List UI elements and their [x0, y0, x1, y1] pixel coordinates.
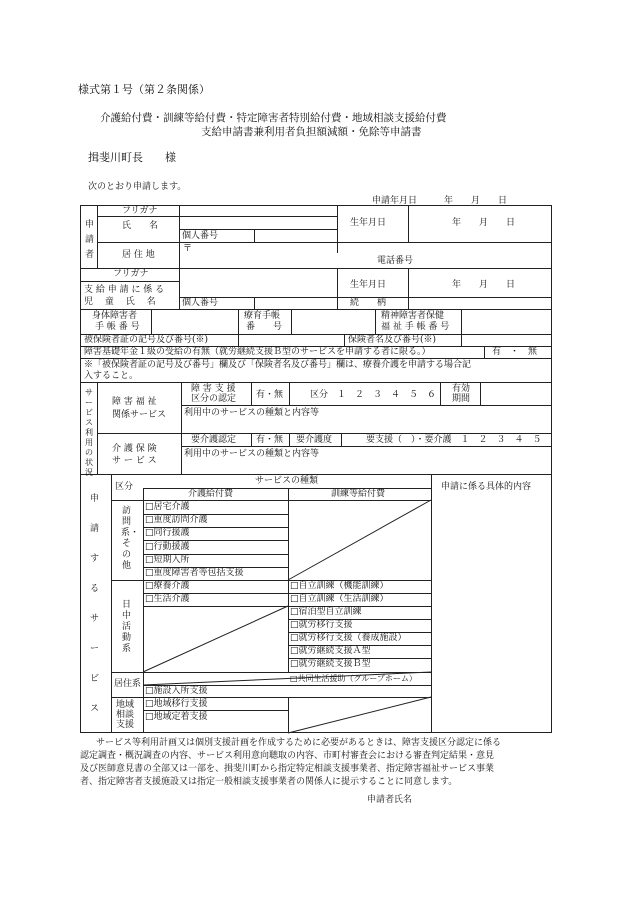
care-level-options: 要支援（ ）・要介護 １ ２ ３ ４ ５	[366, 435, 542, 445]
insured-number-label: 被保険者証の記号及び番号(※)	[84, 335, 209, 345]
ryoiku-handbook-label-line1: 療育手帳	[244, 311, 281, 321]
applicant-name-label: 氏 名	[122, 221, 159, 231]
intro-text: 次のとおり申請します。	[88, 182, 187, 192]
day-training-item-7[interactable]: □就労継続支援Ｂ型	[290, 659, 371, 669]
valid-period-label-line2: 期間	[452, 394, 471, 404]
consent-line1: サービス等利用計画又は個別支援計画を作成するために必要があるときは、障害支援区分認定に係る	[96, 738, 502, 748]
day-training-item-2[interactable]: □自立訓練（生活訓練）	[290, 594, 389, 604]
welfare-services-in-use-label: 利用中のサービスの種類と内容等	[184, 408, 320, 418]
care-certification-label: 要介護認定	[191, 435, 237, 445]
child-dob-label: 生年月日	[350, 280, 387, 290]
physical-handbook-label-line2: 手 帳 番 号	[95, 322, 140, 332]
care-benefits-header: 介護給付費	[188, 489, 234, 499]
mental-handbook-label-line1: 精神障害者保健	[381, 311, 445, 321]
application-date: 申請年月日 年 月 日	[372, 196, 508, 206]
child-personal-number-label: 個人番号	[182, 298, 219, 308]
note-line1: ※「被保険者証の記号及び番号」欄及び「保険者名及び番号」欄は、療養介護を申請する場合記	[84, 360, 472, 370]
postal-mark: 〒	[183, 244, 193, 254]
category-residence: 居住系	[114, 679, 142, 689]
valid-period-label-line1: 有効	[452, 384, 471, 394]
visit-item-5[interactable]: □短期入所	[145, 555, 190, 565]
visit-item-3[interactable]: □同行援護	[145, 528, 190, 538]
community-item-2[interactable]: □地域定着支援	[145, 712, 208, 722]
services-section-label: 申請するサービス	[89, 494, 99, 714]
applicant-dob-value: 年 月 日	[452, 218, 516, 228]
support-class-label-line1: 障 害 支 援	[191, 384, 236, 394]
support-class-label-line2: 区分の認定	[191, 394, 237, 404]
kubun-header: 区分	[115, 482, 134, 492]
support-class-yes-no: 有・無	[256, 390, 284, 400]
visit-item-1[interactable]: □居宅介護	[145, 502, 190, 512]
addressee: 揖斐川町長 様	[88, 151, 176, 164]
category-visit: 訪問系・その他	[121, 506, 140, 571]
child-dob-value: 年 月 日	[452, 280, 516, 290]
category-day-activity: 日中活動系	[121, 600, 131, 654]
welfare-service-label-line2: 関係サービス	[112, 410, 167, 420]
applicant-personal-number-label: 個人番号	[182, 231, 219, 241]
care-level-label: 要介護度	[296, 435, 333, 445]
consent-line4: 者、指定障害者支援施設又は指定一般相談支援事業者の関係人に提示することに同意します。	[80, 777, 458, 787]
applicant-section-label: 申請者	[84, 220, 94, 260]
applicant-furigana-label: フリガナ	[122, 206, 158, 216]
child-relation-label: 続 柄	[350, 298, 387, 308]
mental-handbook-label-line2: 福 祉 手 帳 番 号	[381, 322, 450, 332]
day-training-item-4[interactable]: □就労移行支援	[290, 620, 353, 630]
support-class-levels: 区分 １ ２ ３ ４ ５ ６	[310, 390, 437, 400]
signature-label: 申請者氏名	[367, 795, 413, 805]
care-insurance-label-line1: 介 護 保 険	[112, 444, 157, 454]
applicant-phone-label: 電話番号	[377, 256, 414, 266]
category-community: 地域相談支援	[116, 700, 135, 730]
training-benefits-header: 訓練等給付費	[331, 489, 386, 499]
form-title-line1: 介護給付費・訓練等給付費・特定障害者特別給付費・地域相談支援給付費	[100, 112, 447, 124]
pension-question: 障害基礎年金１級の受給の有無（就労継続支援Ｂ型のサービスを申請する者に限る。）	[84, 347, 431, 357]
applicant-dob-label: 生年月日	[350, 218, 387, 228]
applicant-address-label: 居 住 地	[122, 250, 155, 260]
day-training-item-5[interactable]: □就労移行支援（養成施設）	[290, 633, 407, 643]
child-label-line2: 児 童 氏 名	[84, 297, 156, 307]
visit-item-4[interactable]: □行動援護	[145, 542, 190, 552]
usage-section-label: サービス利用の状況	[85, 388, 93, 477]
care-certification-yes-no: 有・無	[256, 435, 284, 445]
consent-line3: 及び医師意見書の全部又は一部を、揖斐川町から指定特定相談支援事業者、指定障害福祉サービス事業	[80, 764, 495, 774]
residence-care-item[interactable]: □施設入所支援	[145, 686, 208, 696]
visit-item-2[interactable]: □重度訪問介護	[145, 515, 208, 525]
child-label-line1: 支 給 申 請 に 係 る	[84, 285, 165, 295]
welfare-service-label-line1: 障 害 福 祉	[112, 397, 157, 407]
day-training-item-1[interactable]: □自立訓練（機能訓練）	[290, 581, 389, 591]
day-training-item-6[interactable]: □就労継続支援Ａ型	[290, 646, 371, 656]
child-furigana-label: フリガナ	[113, 269, 149, 279]
service-types-header: サービスの種類	[255, 476, 319, 486]
specific-details-header: 申請に係る具体的内容	[441, 482, 532, 492]
form-title-line2: 支給申請書兼利用者負担額減額・免除等申請書	[201, 126, 422, 138]
ryoiku-handbook-label-line2: 番 号	[246, 322, 283, 332]
community-item-1[interactable]: □地域移行支援	[145, 699, 208, 709]
pension-yes-no: 有 ・ 無	[492, 347, 538, 357]
care-services-in-use-label: 利用中のサービスの種類と内容等	[184, 449, 320, 459]
day-training-item-3[interactable]: □宿泊型自立訓練	[290, 607, 362, 617]
visit-item-6[interactable]: □重度障害者等包括支援	[145, 568, 244, 578]
day-care-item-1[interactable]: □療養介護	[145, 581, 190, 591]
form-number: 様式第１号（第２条関係）	[78, 83, 210, 96]
residence-training-item[interactable]: □共同生活援助（グループホーム）	[290, 674, 417, 683]
day-care-item-2[interactable]: □生活介護	[145, 594, 190, 604]
consent-line2: 認定調査・概況調査の内容、サービス利用意向聴取の内容、市町村審査会における審査判定結果・意見	[80, 751, 495, 761]
insurer-name-label: 保険者名及び番号(※)	[348, 335, 437, 345]
note-line2: 入すること。	[84, 371, 139, 381]
care-insurance-label-line2: サ ー ビ ス	[112, 456, 157, 466]
physical-handbook-label-line1: 身体障害者	[92, 311, 138, 321]
